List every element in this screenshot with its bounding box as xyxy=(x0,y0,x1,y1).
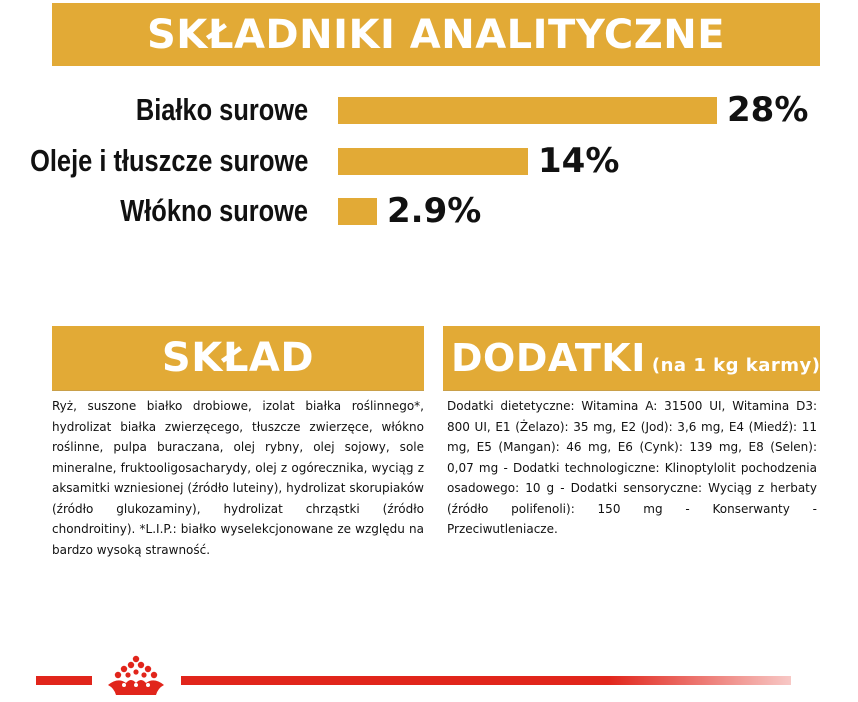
brand-stripe-left xyxy=(36,676,92,685)
royal-canin-crown-icon xyxy=(94,655,178,701)
nutrient-bar xyxy=(338,198,377,225)
additives-divider xyxy=(443,390,820,391)
additives-banner xyxy=(443,326,820,390)
additives-text: Dodatki dietetyczne: Witamina A: 31500 UI, Witamina D3: 800 UI, E1 (Żelazo): 35 mg, E2 (Jod): 3,6 mg, E4 (Miedź): 11 mg, E5 (Mangan): 46 mg, E6 (Cynk): 139 mg, E8 (Selen): 0,07 mg - Dodatki technologiczne: Klinoptylolit pochodzenia osadowego: 10 g - Dodatki sensoryczne: Wyciąg z herbaty (źródło polifenoli): 150 mg - Konserwanty - Przeciwutleniacze. xyxy=(447,399,817,536)
composition-divider xyxy=(52,390,424,391)
nutrient-bar xyxy=(338,97,717,124)
nutrient-row-fat xyxy=(0,139,858,183)
brand-stripe-right xyxy=(181,676,791,685)
nutrient-row-protein xyxy=(0,88,858,132)
composition-banner xyxy=(52,326,424,390)
composition-heading: SKŁAD xyxy=(161,335,315,381)
section-title-banner xyxy=(52,3,820,66)
nutrient-value: 14% xyxy=(538,141,620,181)
nutrient-label: Białko surowe xyxy=(135,92,308,127)
nutrient-value: 2.9% xyxy=(387,191,482,231)
section-title: SKŁADNIKI ANALITYCZNE xyxy=(146,11,726,58)
additives-heading: DODATKI xyxy=(451,336,646,380)
nutrient-label: Włókno surowe xyxy=(120,193,308,228)
nutrient-value: 28% xyxy=(727,90,809,130)
nutrient-label: Oleje i tłuszcze surowe xyxy=(29,143,308,178)
additives-subheading: (na 1 kg karmy) xyxy=(651,354,820,376)
composition-text: Ryż, suszone białko drobiowe, izolat białka roślinnego*, hydrolizat białka zwierzęcego, tłuszcze zwierzęce, włókno roślinne, pulpa buraczana, olej rybny, olej sojowy, sole mineralne, fruktooligosacharydy, olej z ogórecznika, wyciąg z aksamitki wzniesionej (źródło luteiny), hydrolizat skorupiaków (źródło glukozaminy), hydrolizat chrząstki (źródło chondroitiny). *L.I.P.: białko wyselekcjonowane ze względu na bardzo wysoką strawność. xyxy=(52,399,424,557)
nutrient-row-fibre xyxy=(0,189,858,233)
nutrient-bar xyxy=(338,148,528,175)
